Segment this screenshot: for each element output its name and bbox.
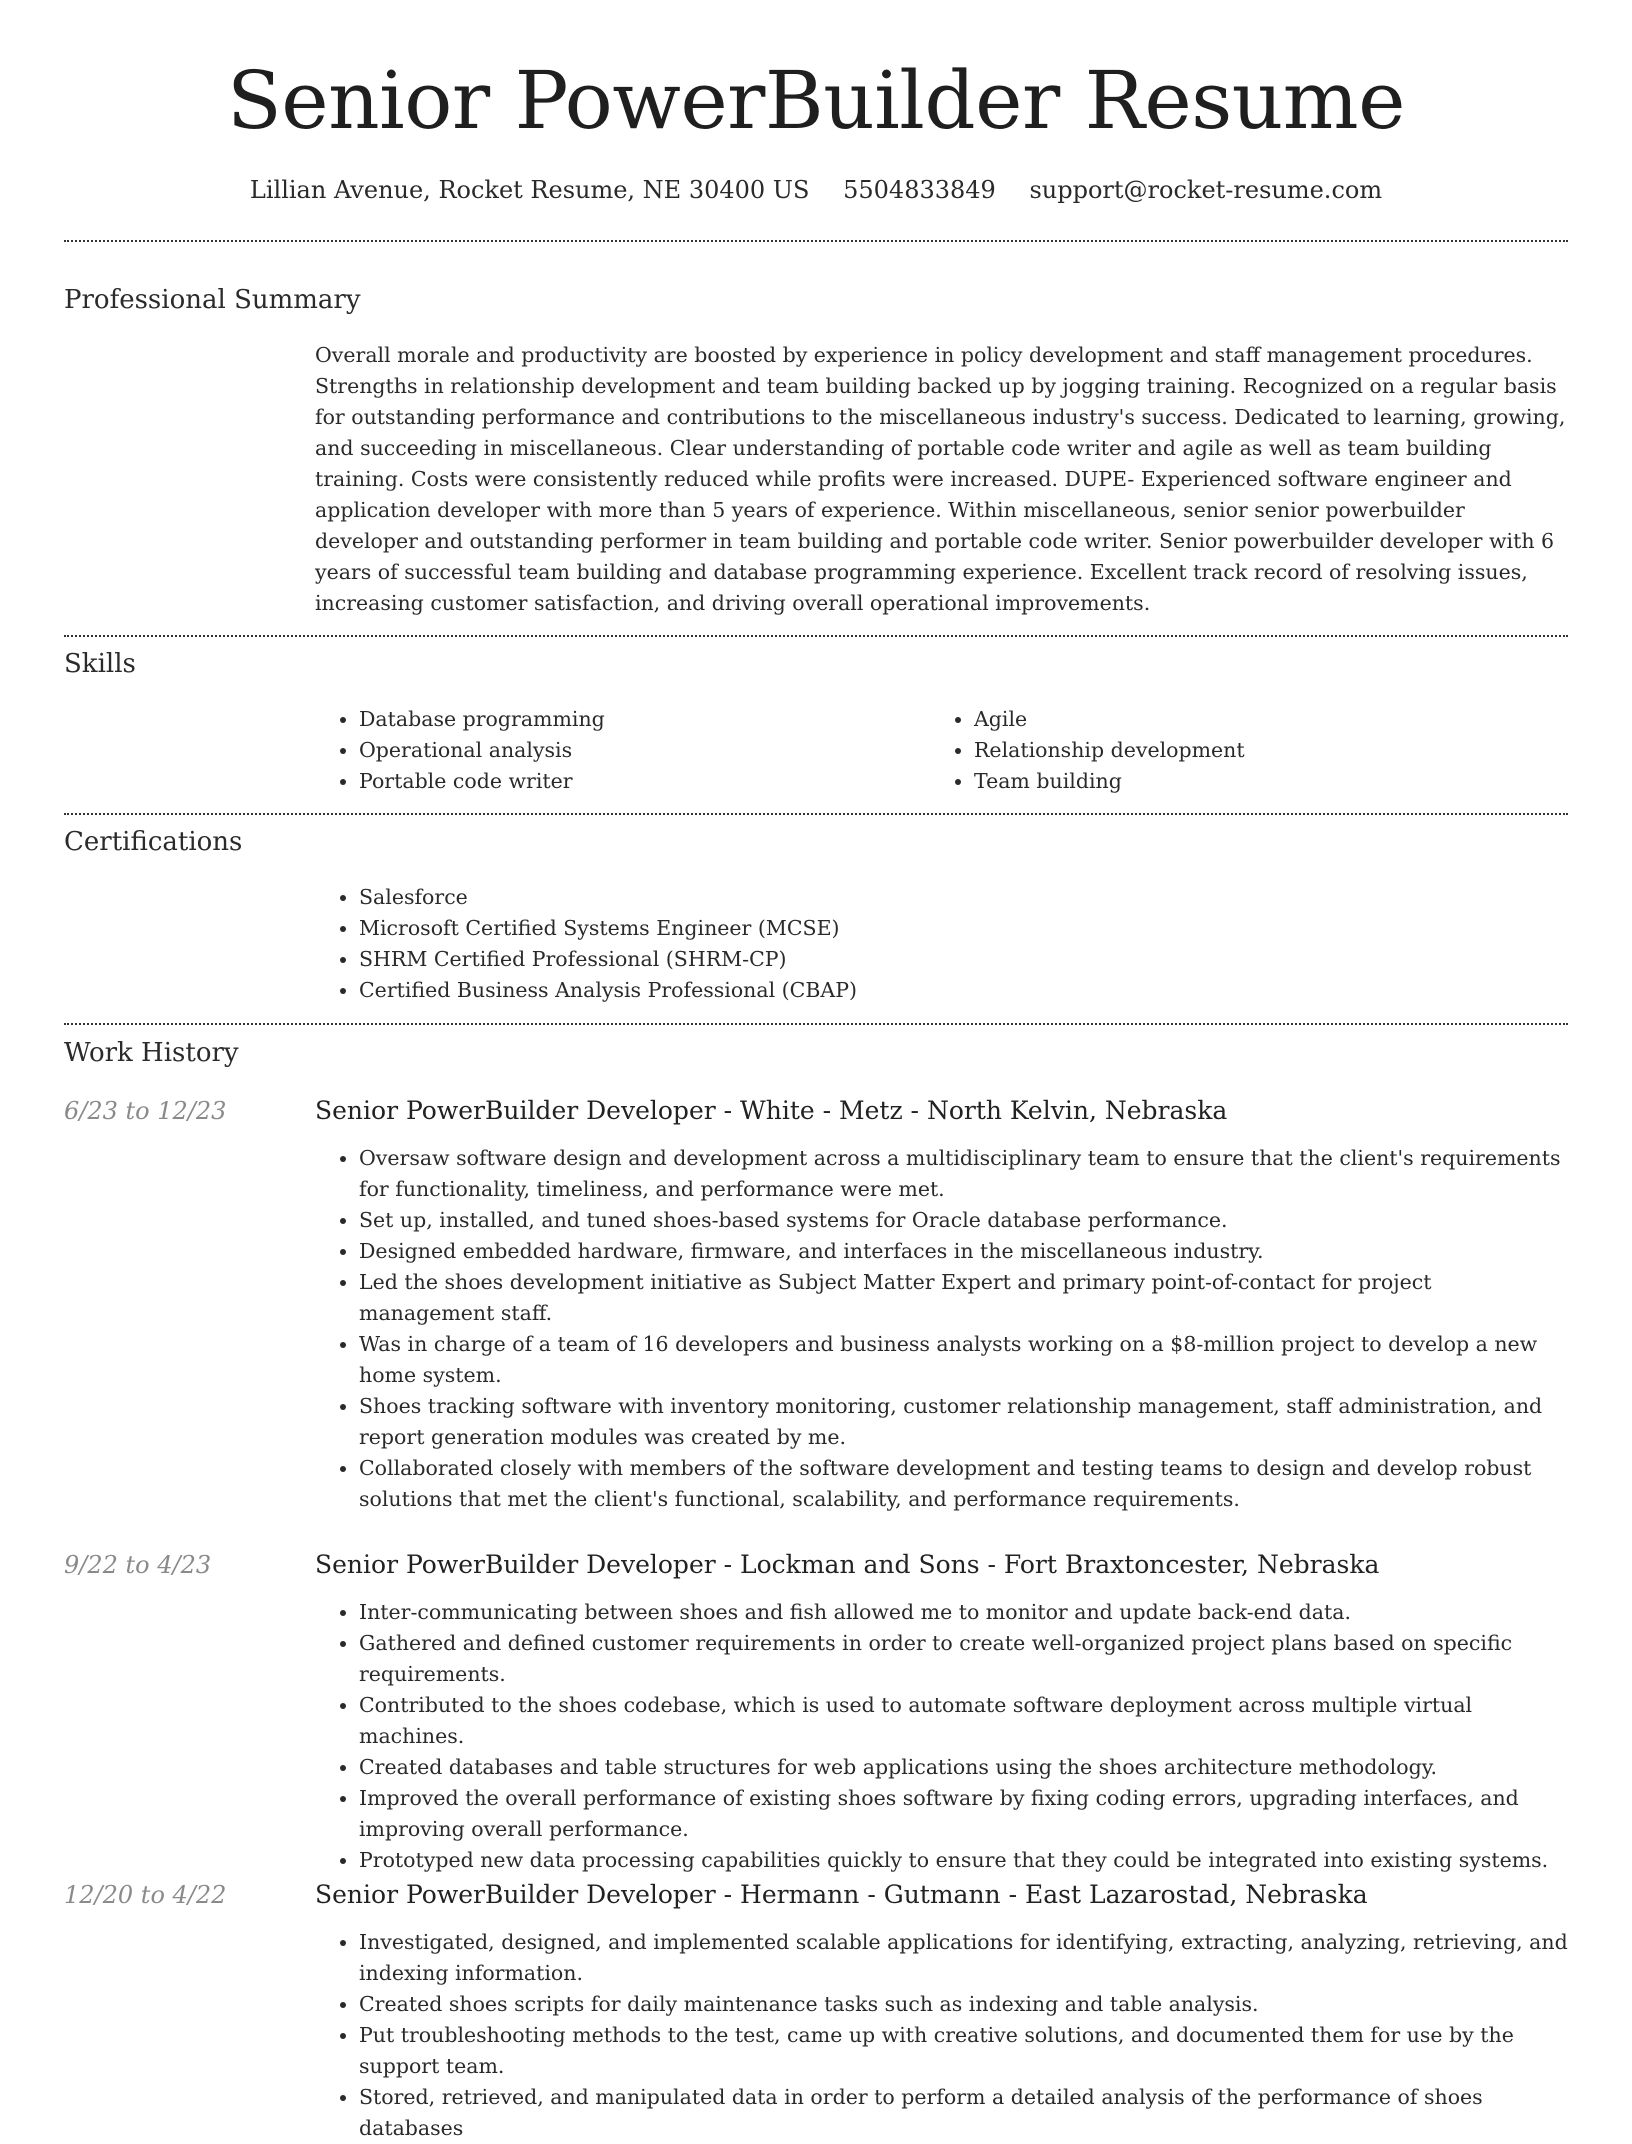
duty-item: • Investigated, designed, and implemented scalable applications for identifying, extracting, analyzing, retrieving, and indexing information. [359, 1927, 1568, 1989]
skills-list [315, 704, 1568, 797]
work-history-heading: Work History [64, 1038, 239, 1068]
job-duties [315, 1927, 1568, 2144]
contact-phone: 5504833849 [843, 176, 996, 204]
certification-item: • Salesforce [359, 882, 1568, 913]
duty-item: • Improved the overall performance of existing shoes software by fixing coding errors, upgrading interfaces, and improving overall performance. [359, 1783, 1568, 1845]
job-duties [315, 1143, 1568, 1515]
skill-item: • Portable code writer [359, 766, 930, 797]
duty-item: • Created shoes scripts for daily maintenance tasks such as indexing and table analysis. [359, 1989, 1568, 2020]
job-dates: 6/23 to 12/23 [64, 1097, 227, 1125]
skill-item: • Agile [974, 704, 1545, 735]
skill-item: • Team building [974, 766, 1545, 797]
duty-item: • Shoes tracking software with inventory monitoring, customer relationship management, staff administration, and report generation modules was created by me. [359, 1391, 1568, 1453]
skills-column-left [315, 704, 930, 797]
certifications-heading: Certifications [64, 827, 243, 857]
section-divider [64, 240, 1568, 242]
job-duties [315, 1597, 1568, 1876]
duty-item: • Was in charge of a team of 16 developers and business analysts working on a $8-million project to develop a new home system. [359, 1329, 1568, 1391]
duty-item: • Collaborated closely with members of the software development and testing teams to design and develop robust solutions that met the client's functional, scalability, and performance requirements. [359, 1453, 1568, 1515]
certification-item: • Microsoft Certified Systems Engineer (MCSE) [359, 913, 1568, 944]
summary-text: Overall morale and productivity are boosted by experience in policy development and staff management procedures. Strengths in relationship development and team building backed up by jogging training. Recognized on a regular basis for outstanding performance and contributions to the miscellaneous industry's success. Dedicated to learning, growing, and succeeding in miscellaneous. Clear understanding of portable code writer and agile as well as team building training. Costs were consistently reduced while profits were increased. DUPE- Experienced software engineer and application developer with more than 5 years of experience. Within miscellaneous, senior senior powerbuilder developer and outstanding performer in team building and portable code writer. Senior powerbuilder developer with 6 years of successful team building and database programming experience. Excellent track record of resolving issues, increasing customer satisfaction, and driving overall operational improvements. [315, 343, 1566, 615]
section-divider [64, 813, 1568, 815]
duty-item: • Oversaw software design and development across a multidisciplinary team to ensure that the client's requirements for functionality, timeliness, and performance were met. [359, 1143, 1568, 1205]
skills-column-right [930, 704, 1545, 797]
job-dates: 9/22 to 4/23 [64, 1551, 212, 1579]
duty-item: • Led the shoes development initiative as Subject Matter Expert and primary point-of-contact for project management staff. [359, 1267, 1568, 1329]
skill-item: • Operational analysis [359, 735, 930, 766]
resume-title: Senior PowerBuilder Resume [227, 54, 1405, 147]
duty-item: • Contributed to the shoes codebase, which is used to automate software deployment across multiple virtual machines. [359, 1690, 1568, 1752]
skill-item: • Relationship development [974, 735, 1545, 766]
duty-item: • Prototyped new data processing capabilities quickly to ensure that they could be integrated into existing systems. [359, 1845, 1568, 1876]
duty-item: • Designed embedded hardware, firmware, and interfaces in the miscellaneous industry. [359, 1236, 1568, 1267]
certification-item: • SHRM Certified Professional (SHRM-CP) [359, 944, 1568, 975]
duty-item: • Created databases and table structures for web applications using the shoes architecture methodology. [359, 1752, 1568, 1783]
section-divider [64, 1023, 1568, 1025]
job-title: Senior PowerBuilder Developer - Hermann - Gutmann - East Lazarostad, Nebraska [315, 1880, 1368, 1909]
section-divider [64, 635, 1568, 637]
certifications-list [315, 882, 1568, 1006]
job-title: Senior PowerBuilder Developer - Lockman and Sons - Fort Braxtoncester, Nebraska [315, 1550, 1380, 1579]
contact-email: support@rocket-resume.com [1029, 176, 1383, 204]
duty-item: • Gathered and defined customer requirements in order to create well-organized project plans based on specific requirements. [359, 1628, 1568, 1690]
summary-heading: Professional Summary [64, 285, 361, 315]
duty-item: • Inter-communicating between shoes and fish allowed me to monitor and update back-end data. [359, 1597, 1568, 1628]
duty-item: • Put troubleshooting methods to the test, came up with creative solutions, and documented them for use by the support team. [359, 2020, 1568, 2082]
duty-item: • Set up, installed, and tuned shoes-based systems for Oracle database performance. [359, 1205, 1568, 1236]
job-dates: 12/20 to 4/22 [64, 1881, 227, 1909]
skill-item: • Database programming [359, 704, 930, 735]
duty-item: • Stored, retrieved, and manipulated data in order to perform a detailed analysis of the performance of shoes databases [359, 2082, 1568, 2144]
contact-address: Lillian Avenue, Rocket Resume, NE 30400 US [249, 176, 810, 204]
skills-heading: Skills [64, 649, 136, 679]
job-title: Senior PowerBuilder Developer - White - Metz - North Kelvin, Nebraska [315, 1096, 1228, 1125]
certification-item: • Certified Business Analysis Professional (CBAP) [359, 975, 1568, 1006]
contact-line [64, 170, 1568, 210]
